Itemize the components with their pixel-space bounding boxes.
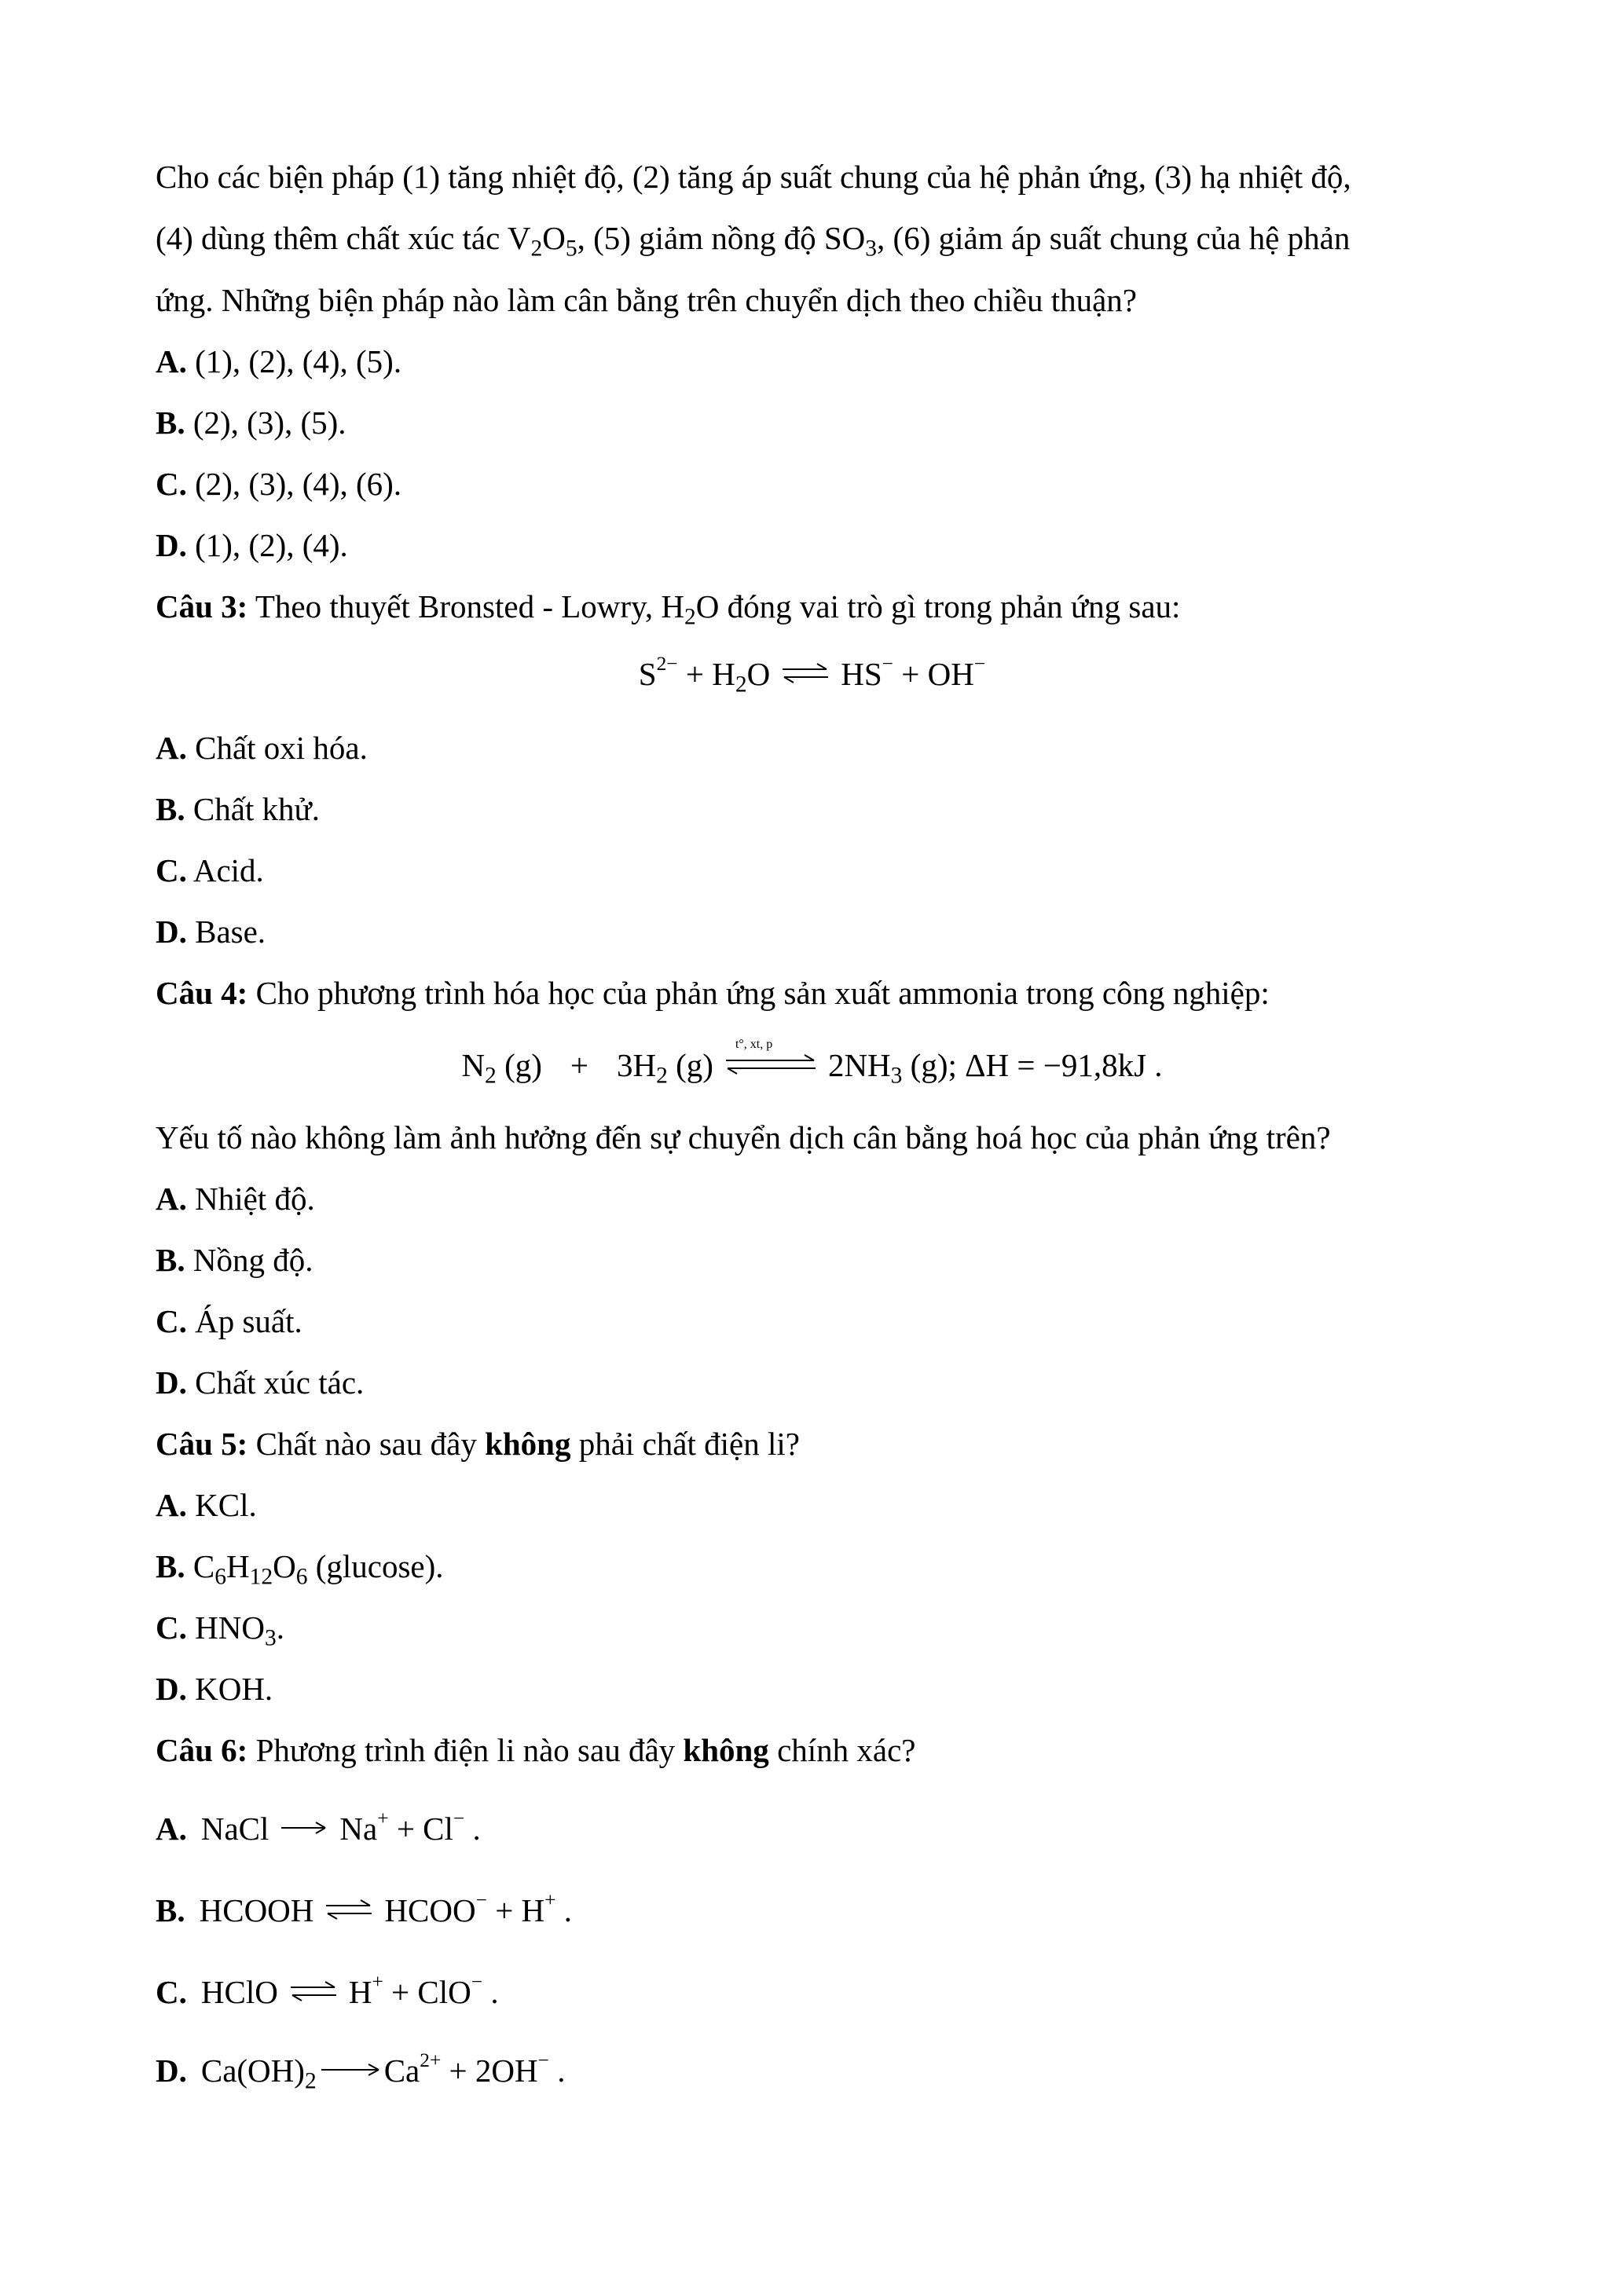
equilibrium-arrow-icon (781, 661, 830, 685)
q3-option-b: B. Chất khử. (156, 791, 321, 827)
equilibrium-arrow-icon (289, 1979, 338, 2003)
dissociation-arrow-icon (280, 1816, 328, 1840)
q6-question: Câu 6: Phương trình điện li nào sau đây không chính xác? (156, 1732, 916, 1768)
q3-option-c: C. Acid. (156, 852, 264, 888)
intro-line-3: ứng. Những biện pháp nào làm cân bằng trên chuyển dịch theo chiều thuận? (156, 282, 1137, 318)
q2-option-a: A. (1), (2), (4), (5). (156, 343, 402, 379)
q4-option-c: C. Áp suất. (156, 1303, 302, 1339)
q6-option-b: B. HCOOH HCOO− + H+ . (156, 1888, 573, 1928)
q4-question: Câu 4: Cho phương trình hóa học của phản ứng sản xuất ammonia trong công nghiệp: (156, 975, 1270, 1011)
q5-option-c: C. $HNO_3$. (156, 1609, 284, 1651)
q2-option-b: B. (2), (3), (5). (156, 405, 346, 441)
q4-sub-question: Yếu tố nào không làm ảnh hưởng đến sự chuyển dịch cân bằng hoá học của phản ứng trên? (156, 1119, 1331, 1155)
equilibrium-arrow-icon: t°, xt, p (724, 1053, 817, 1076)
q5-option-b: B. $C_6H_{12}O_6$ (glucose). (156, 1548, 444, 1590)
q2-option-c: C. (2), (3), (4), (6). (156, 466, 402, 502)
q4-option-a: A. Nhiệt độ. (156, 1181, 315, 1217)
q5-option-a: A. KCl. (156, 1487, 257, 1523)
q4-option-d: D. Chất xúc tác. (156, 1364, 365, 1401)
equilibrium-arrow-icon (324, 1898, 373, 1921)
q6-option-d: D. $Ca(OH)_2$ $Ca^{2+} + 2OH^-$ . (156, 2049, 566, 2094)
q3-equation: $S^{2-} + H_2O$ HS− + OH− (638, 652, 986, 698)
q4-option-b: B. Nồng độ. (156, 1242, 313, 1278)
q2-option-d: D. (1), (2), (4). (156, 527, 348, 563)
q4-equation: $N_2$ $(g) + 3H_2$ (g) t°, xt, p $2NH_3$ (g); ΔH = −91,8kJ . (461, 1038, 1163, 1089)
q6-option-c: C. HClO H+ + ClO− . (156, 1970, 499, 2010)
intro-line-2: (4) dùng thêm chất xúc tác $V_2O_5$, (5) giảm nồng độ $SO_3$, (6) giảm áp suất chung của hệ phản (156, 220, 1351, 262)
q5-option-d: D. KOH. (156, 1671, 273, 1707)
q3-option-a: A. Chất oxi hóa. (156, 730, 368, 766)
q5-question: Câu 5: Chất nào sau đây không phải chất điện li? (156, 1426, 800, 1462)
q3-question: Câu 3: Theo thuyết Bronsted - Lowry, $H_2O$ đóng vai trò gì trong phản ứng sau: (156, 588, 1181, 630)
q6-option-a: A. NaCl Na+ + Cl− . (156, 1807, 481, 1847)
intro-line-1: Cho các biện pháp (1) tăng nhiệt độ, (2) tăng áp suất chung của hệ phản ứng, (3) hạ nhiệt độ, (156, 159, 1351, 195)
q3-option-d: D. Base. (156, 914, 266, 950)
reaction-arrow-icon (320, 2058, 381, 2082)
